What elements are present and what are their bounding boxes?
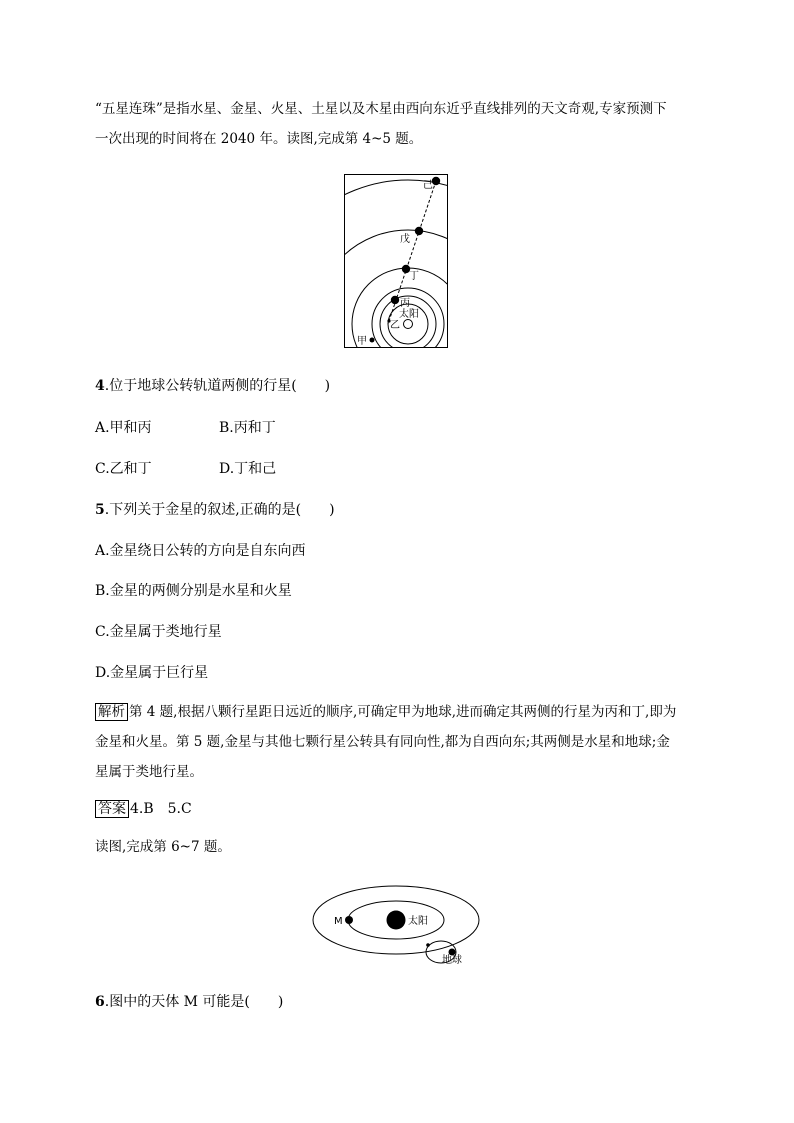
label-sun: 太阳 (399, 309, 419, 320)
analysis-tag: 解析 (95, 703, 128, 721)
answer-text: 4.B 5.C (130, 801, 192, 817)
question-4-number: 4 (95, 378, 105, 394)
q5-option-b[interactable]: B.金星的两侧分别是水星和火星 (95, 583, 292, 599)
analysis-line-2: 金星和火星。第 5 题,金星与其他七颗行星公转具有同向性,都为自西向东;其两侧是水星和地球;金 (95, 734, 670, 750)
label-jia: 甲 (357, 336, 367, 347)
planet-wu (415, 227, 423, 235)
planet-bing (391, 296, 399, 304)
analysis-block (95, 697, 715, 787)
q4-option-c[interactable]: C.乙和丁 (95, 461, 152, 477)
answer-block (95, 798, 192, 818)
label-m: M (334, 916, 343, 927)
question-4-stem: .位于地球公转轨道两侧的行星( ) (104, 378, 331, 394)
label-ding: 丁 (409, 271, 419, 282)
label-ji: 己 (423, 180, 433, 191)
label-bing: 丙 (400, 298, 410, 309)
intro-2: 读图,完成第 6~7 题。 (95, 839, 231, 855)
planet-jia (370, 338, 375, 343)
intro-line-2: 一次出现的时间将在 2040 年。读图,完成第 4~5 题。 (95, 131, 423, 147)
question-6-number: 6 (95, 994, 105, 1010)
label-yi: 乙 (390, 320, 400, 331)
q4-option-b[interactable]: B.丙和丁 (219, 420, 276, 436)
question-5-number: 5 (95, 502, 105, 518)
body-m (345, 916, 353, 924)
label-wu: 戊 (400, 234, 410, 245)
question-5-stem: .下列关于金星的叙述,正确的是( ) (104, 502, 335, 518)
moon-marker (426, 943, 430, 947)
q4-option-d[interactable]: D.丁和己 (219, 461, 277, 477)
planet-ji (432, 177, 440, 185)
question-4 (95, 375, 330, 395)
question-6 (95, 991, 283, 1011)
question-6-stem: .图中的天体 M 可能是( ) (104, 994, 284, 1010)
sun-disc (387, 911, 406, 930)
q5-option-c[interactable]: C.金星属于类地行星 (95, 624, 222, 640)
answer-tag: 答案 (95, 800, 129, 818)
planet-alignment-figure (344, 174, 448, 348)
question-5 (95, 499, 335, 519)
q4-option-a[interactable]: A.甲和丙 (95, 420, 152, 436)
label-sun-2: 太阳 (408, 916, 428, 927)
q5-option-a[interactable]: A.金星绕日公转的方向是自东向西 (95, 543, 306, 559)
intro-paragraph (95, 94, 715, 154)
intro-line-1: “五星连珠”是指水星、金星、火星、土星以及木星由西向东近乎直线排列的天文奇观,专家预测下 (95, 101, 667, 117)
sun-marker (404, 320, 413, 329)
q5-option-d[interactable]: D.金星属于巨行星 (95, 665, 209, 681)
label-earth: 地球 (442, 955, 462, 966)
analysis-line-1: 第 4 题,根据八颗行星距日远近的顺序,可确定甲为地球,进而确定其两侧的行星为丙和丁,即为 (129, 704, 677, 720)
analysis-line-3: 星属于类地行星。 (95, 764, 203, 780)
orbit-figure (310, 883, 485, 968)
